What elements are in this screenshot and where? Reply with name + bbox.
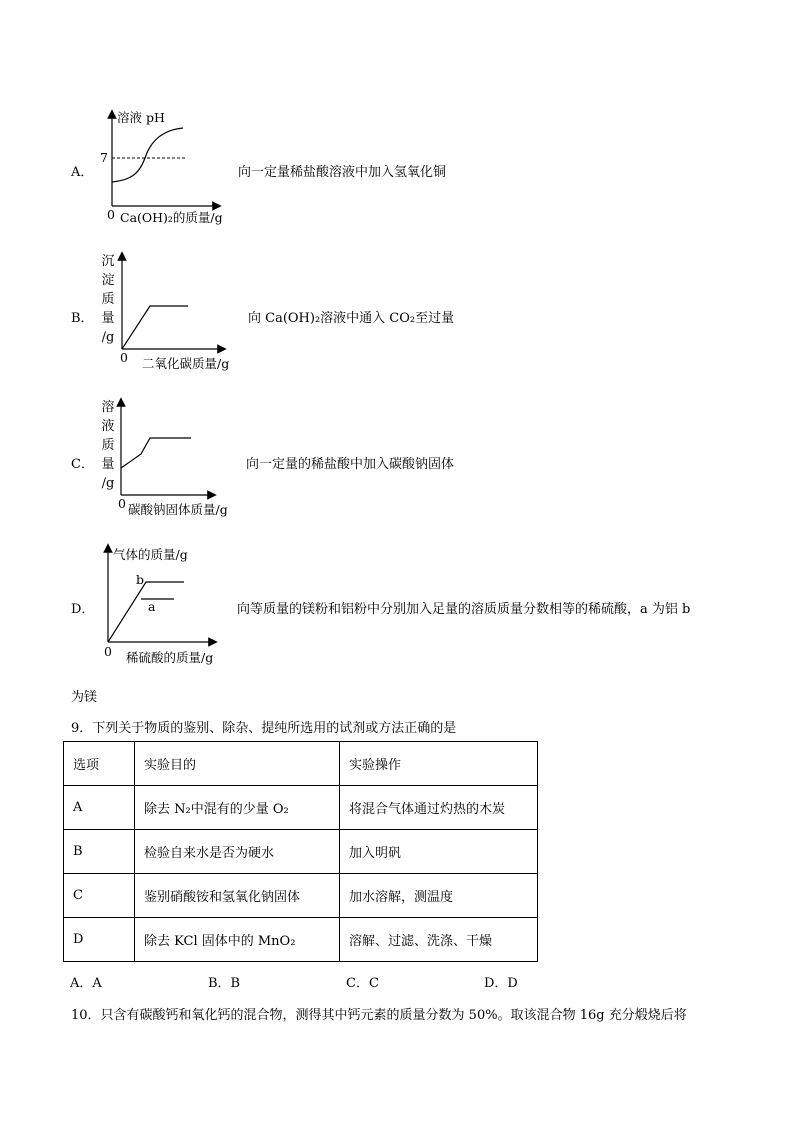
- graph-a-tick-7: 7: [100, 150, 108, 165]
- graph-c-solution-mass-line: [121, 438, 191, 468]
- graph-b-x-label: 二氧化碳质量/g: [142, 356, 230, 371]
- table-row: [64, 786, 538, 830]
- row-purpose: 除去 N₂中混有的少量 O₂: [135, 786, 340, 830]
- graph-a: [95, 108, 235, 228]
- graph-a-ph-curve: [112, 128, 183, 182]
- choice-b[interactable]: B．B: [208, 976, 241, 991]
- graph-c-x-label: 碳酸钠固体质量/g: [128, 502, 228, 517]
- graph-d-origin: 0: [104, 644, 112, 659]
- graph-d: [95, 542, 235, 667]
- option-a-letter: A．: [71, 165, 94, 180]
- graph-b-precipitate-line: [122, 306, 188, 349]
- header-purpose: 实验目的: [135, 742, 340, 786]
- row-purpose: 除去 KCl 固体中的 MnO₂: [135, 918, 340, 962]
- option-d-description-continued: 为镁: [71, 690, 98, 705]
- graph-a-origin: 0: [107, 207, 115, 222]
- question-9-stem: 9．下列关于物质的鉴别、除杂、提纯所选用的试剂或方法正确的是: [71, 721, 457, 736]
- graph-c-origin: 0: [118, 496, 126, 511]
- graph-c: [108, 396, 243, 521]
- row-purpose: 检验自来水是否为硬水: [135, 830, 340, 874]
- row-operation: 加入明矾: [340, 830, 538, 874]
- graph-b: [110, 250, 245, 375]
- graph-d-y-label: 气体的质量/g: [113, 547, 188, 562]
- header-option: 选项: [64, 742, 135, 786]
- option-d-description: 向等质量的镁粉和铝粉中分别加入足量的溶质质量分数相等的稀硫酸，a 为铝 b: [237, 602, 691, 617]
- row-operation: 加水溶解，测温度: [340, 874, 538, 918]
- row-option: C: [64, 874, 135, 918]
- option-d-letter: D．: [71, 602, 95, 617]
- option-b-description: 向 Ca(OH)₂溶液中通入 CO₂至过量: [248, 311, 455, 326]
- graph-b-origin: 0: [120, 350, 128, 365]
- table-row: [64, 830, 538, 874]
- table-row: [64, 918, 538, 962]
- question-9-table: [63, 741, 538, 962]
- option-a-description: 向一定量稀盐酸溶液中加入氢氧化铜: [238, 165, 447, 180]
- graph-a-y-label: 溶液 pH: [117, 110, 165, 125]
- table-header-row: [64, 742, 538, 786]
- question-10-stem: 10．只含有碳酸钙和氧化钙的混合物，测得其中钙元素的质量分数为 50%。取该混合物 16g 充分煅烧后将: [71, 1008, 687, 1023]
- table-row: [64, 874, 538, 918]
- header-operation: 实验操作: [340, 742, 538, 786]
- choice-c[interactable]: C．C: [346, 976, 379, 991]
- row-option: B: [64, 830, 135, 874]
- choice-a[interactable]: A．A: [70, 976, 102, 991]
- option-b-letter: B．: [71, 311, 94, 326]
- graph-c-y-label: 溶 液 质 量 /g: [101, 400, 115, 491]
- choice-d[interactable]: D．D: [484, 976, 518, 991]
- option-c-letter: C．: [71, 457, 94, 472]
- graph-d-label-b: b: [136, 572, 145, 587]
- row-option: D: [64, 918, 135, 962]
- graph-a-x-label: Ca(OH)₂的质量/g: [120, 210, 223, 225]
- graph-b-y-label: 沉 淀 质 量 /g: [101, 254, 115, 345]
- row-operation: 溶解、过滤、洗涤、干燥: [340, 918, 538, 962]
- graph-d-x-label: 稀硫酸的质量/g: [126, 650, 214, 665]
- row-operation: 将混合气体通过灼热的木炭: [340, 786, 538, 830]
- graph-d-label-a: a: [148, 599, 156, 614]
- row-option: A: [64, 786, 135, 830]
- row-purpose: 鉴别硝酸铵和氢氧化钠固体: [135, 874, 340, 918]
- option-c-description: 向一定量的稀盐酸中加入碳酸钠固体: [246, 457, 455, 472]
- graph-d-curve-b: [108, 582, 184, 642]
